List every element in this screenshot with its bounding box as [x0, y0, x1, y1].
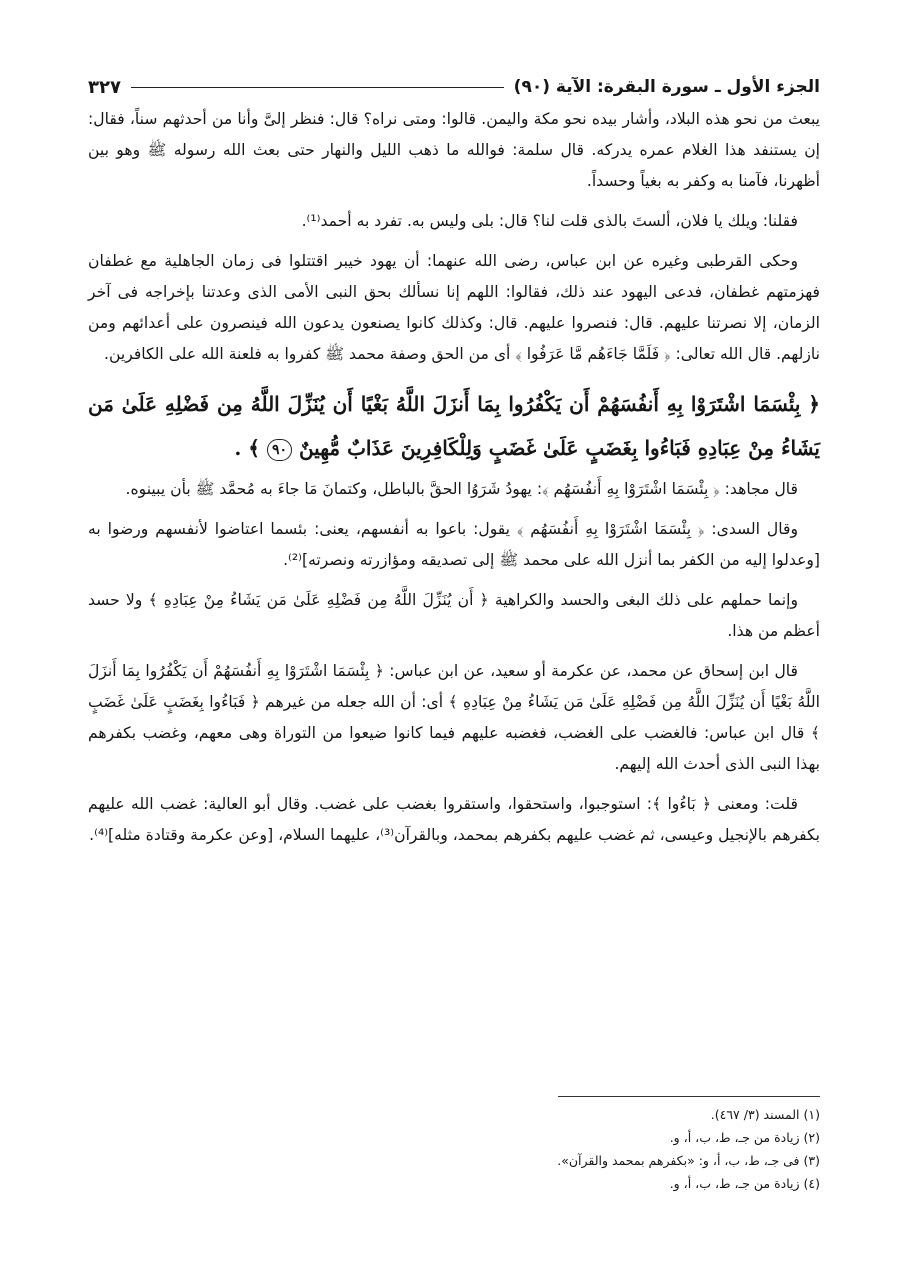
page-number: ٣٢٧: [88, 76, 121, 98]
footnote: (٤) زيادة من جـ، ط، ب، أ، و.: [669, 1176, 820, 1191]
footnotes: [88, 1096, 820, 1195]
paragraph: قال ابن إسحاق عن محمد، عن عكرمة أو سعيد، عن ابن عباس: ﴿ بِئْسَمَا اشْتَرَوْا بِهِ أَنفُسَهُمْ أَن يَكْفُرُوا بِمَا أَنزَلَ اللَّهُ بَغْيًا أَن يُنَزِّلَ اللَّهُ مِن فَضْلِهِ عَلَىٰ مَن يَشَاءُ مِنْ عِبَادِهِ ﴾ أى: أن الله جعله من غيرهم ﴿ فَبَاءُوا بِغَضَبٍ عَلَىٰ غَضَبٍ ﴾ قال ابن عباس: فالغضب على الغضب، فغضبه عليهم فيما كانوا ضيعوا من التوراة وهى معهم، وغضب بكفرهم بهذا النبى الذى أحدث الله إليهم.: [88, 662, 820, 773]
footnote: (٣) فى جـ، ط، ب، أ، و: «بكفرهم بمحمد والقرآن».: [557, 1153, 820, 1168]
header-rule: [131, 87, 504, 88]
running-header: [88, 70, 820, 104]
footnote: (٢) زيادة من جـ، ط، ب، أ، و.: [669, 1130, 820, 1145]
footnote-rule: [558, 1096, 820, 1097]
main-text: [88, 104, 820, 851]
paragraph: قلت: ومعنى ﴿ بَاءُوا ﴾: استوجبوا، واستحقوا، واستقروا بغضب على غضب. وقال أبو العالية: غضب الله عليهم بكفرهم بالإنجيل وعيسى، ثم غضب عليهم بكفرهم بمحمد، وبالقرآن⁽³⁾، عليهما السلام، [وعن عكرمة وقتادة مثله]⁽⁴⁾.: [88, 795, 820, 844]
verse-number-badge: ٩٠: [267, 439, 292, 461]
paragraph: يبعث من نحو هذه البلاد، وأشار بيده نحو مكة واليمن. قالوا: ومتى نراه؟ قال: فنظر إلىَّ وأنا من أحدثهم سناً، فقال: إن يستنفد هذا الغلام عمره يدركه. قال سلمة: فوالله ما ذهب الليل والنهار حتى بعث الله رسوله ﷺ وهو بين أظهرنا، فآمنا به وكفر به بغياً وحسداً.: [88, 110, 820, 190]
verse-end: ﴾ .: [234, 436, 260, 460]
verse-text: ﴿ بِئْسَمَا اشْتَرَوْا بِهِ أَنفُسَهُمْ أَن يَكْفُرُوا بِمَا أَنزَلَ اللَّهُ بَغْيًا أَن يُنَزِّلَ اللَّهُ مِن فَضْلِهِ عَلَىٰ مَن يَشَاءُ مِنْ عِبَادِهِ فَبَاءُوا بِغَضَبٍ عَلَىٰ غَضَبٍ وَلِلْكَافِرِينَ عَذَابٌ مُّهِينٌ: [88, 392, 820, 460]
paragraph: وإنما حملهم على ذلك البغى والحسد والكراهية ﴿ أَن يُنَزِّلَ اللَّهُ مِن فَضْلِهِ عَلَىٰ مَن يَشَاءُ مِنْ عِبَادِهِ ﴾ ولا حسد أعظم من هذا.: [88, 591, 820, 640]
paragraph: وحكى القرطبى وغيره عن ابن عباس، رضى الله عنهما: أن يهود خيبر اقتتلوا فى زمان الجاهلية مع غطفان فهزمتهم غطفان، فدعى اليهود عند ذلك، فقالوا: اللهم إنا نسألك بحق النبى الأمى الذى وعدتنا بإخراجه فى آخر الزمان، إلا نصرتنا عليهم. قال: فنصروا عليهم. قال: وكذلك كانوا يصنعون يدعون الله فينصرون على أعدائهم ومن نازلهم. قال الله تعالى: ﴿ فَلَمَّا جَاءَهُم مَّا عَرَفُوا ﴾ أى من الحق وصفة محمد ﷺ كفروا به فلعنة الله على الكافرين.: [88, 252, 820, 363]
quran-verse: [88, 382, 820, 470]
paragraph: فقلنا: ويلك يا فلان، ألستَ بالذى قلت لنا؟ قال: بلى وليس به. تفرد به أحمد⁽¹⁾.: [301, 212, 798, 230]
paragraph: وقال السدى: ﴿ بِئْسَمَا اشْتَرَوْا بِهِ أَنفُسَهُم ﴾ يقول: باعوا به أنفسهم، يعنى: بئسما اعتاضوا لأنفسهم ورضوا به [وعدلوا إليه من الكفر بما أنزل الله على محمد ﷺ إلى تصديقه ومؤازرته ونصرته]⁽²⁾.: [88, 520, 820, 569]
page-content: [88, 70, 820, 860]
paragraph: قال مجاهد: ﴿ بِئْسَمَا اشْتَرَوْا بِهِ أَنفُسَهُم ﴾: يهودُ شَرَوُا الحقَّ بالباطل، وكتمانَ مَا جاءَ به مُحمَّد ﷺ بأن يبينوه.: [125, 480, 798, 498]
footnote: (١) المسند (٣/ ٤٦٧).: [710, 1107, 820, 1122]
header-title: الجزء الأول ـ سورة البقرة: الآية (٩٠): [513, 77, 820, 97]
